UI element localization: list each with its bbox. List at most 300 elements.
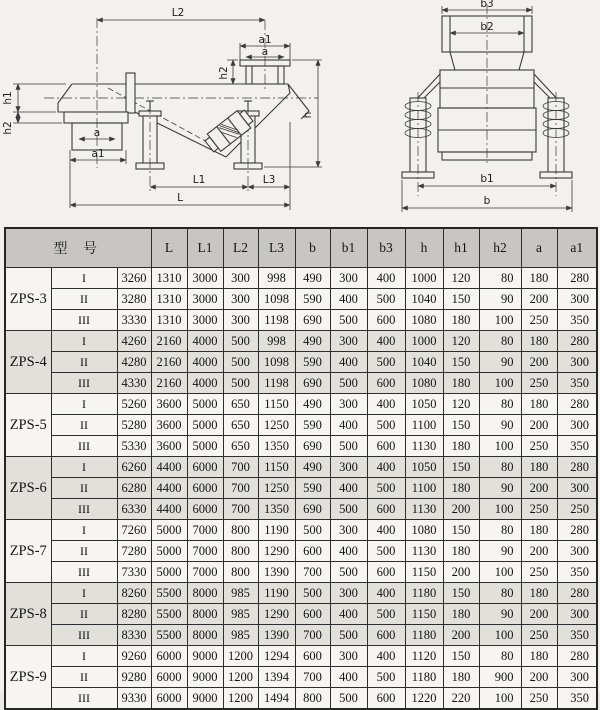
value-cell: 8000 (187, 583, 223, 604)
table-row (5, 289, 597, 310)
dim-label-b: b (483, 195, 491, 207)
value-cell: 1050 (405, 457, 443, 478)
value-cell: 900 (479, 667, 521, 688)
value-cell: 400 (367, 331, 405, 352)
value-cell: 690 (295, 373, 330, 394)
value-cell: 600 (367, 436, 405, 457)
value-cell: 1000 (405, 331, 443, 352)
value-cell: 1198 (258, 310, 295, 331)
value-cell: 1350 (258, 436, 295, 457)
value-cell: 400 (330, 667, 367, 688)
value-cell: 1120 (405, 646, 443, 667)
table-row (5, 394, 597, 415)
value-cell: 1250 (258, 415, 295, 436)
value-cell: 180 (443, 667, 479, 688)
value-cell: 500 (223, 331, 258, 352)
value-cell: 200 (521, 604, 557, 625)
variant-cell: II (51, 667, 117, 688)
value-cell: 3600 (151, 415, 187, 436)
value-cell: 250 (521, 373, 557, 394)
value-cell: 490 (295, 331, 330, 352)
dim-label-h1: h1 (2, 91, 14, 105)
value-cell: 7260 (117, 520, 151, 541)
value-cell: 1080 (405, 310, 443, 331)
support-leg-front (136, 101, 164, 192)
model-cell: ZPS-7 (5, 520, 51, 583)
value-cell: 1190 (258, 583, 295, 604)
value-cell: 1180 (405, 583, 443, 604)
column-header-cell: L1 (187, 228, 223, 268)
value-cell: 300 (557, 478, 597, 499)
table-row (5, 583, 597, 604)
value-cell: 280 (557, 331, 597, 352)
value-cell: 3000 (187, 268, 223, 289)
value-cell: 1394 (258, 667, 295, 688)
table-row (5, 520, 597, 541)
value-cell: 280 (557, 457, 597, 478)
value-cell: 1050 (405, 394, 443, 415)
dim-label-h: h (302, 111, 314, 119)
model-cell: ZPS-5 (5, 394, 51, 457)
model-cell: ZPS-6 (5, 457, 51, 520)
variant-cell: I (51, 331, 117, 352)
variant-cell: III (51, 625, 117, 646)
value-cell: 300 (330, 520, 367, 541)
variant-cell: I (51, 520, 117, 541)
dim-label-a-top: a (261, 46, 269, 58)
model-header-cell: 型 号 (5, 228, 151, 268)
column-header-cell: h2 (479, 228, 521, 268)
dim-label-b3: b3 (480, 0, 494, 10)
value-cell: 9330 (117, 688, 151, 710)
value-cell: 800 (223, 562, 258, 583)
dim-label-L2: L2 (171, 7, 185, 19)
value-cell: 500 (295, 520, 330, 541)
value-cell: 120 (443, 331, 479, 352)
value-cell: 1098 (258, 289, 295, 310)
value-cell: 180 (521, 394, 557, 415)
value-cell: 250 (521, 310, 557, 331)
value-cell: 500 (330, 373, 367, 394)
value-cell: 700 (223, 499, 258, 520)
dim-label-a1-top: a1 (258, 34, 272, 46)
value-cell: 400 (330, 604, 367, 625)
value-cell: 3280 (117, 289, 151, 310)
value-cell: 1390 (258, 625, 295, 646)
value-cell: 90 (479, 604, 521, 625)
value-cell: 300 (330, 268, 367, 289)
header-row (5, 228, 597, 268)
value-cell: 700 (295, 562, 330, 583)
value-cell: 500 (330, 688, 367, 710)
value-cell: 1290 (258, 541, 295, 562)
value-cell: 180 (521, 457, 557, 478)
value-cell: 600 (367, 688, 405, 710)
value-cell: 600 (295, 604, 330, 625)
variant-cell: I (51, 268, 117, 289)
value-cell: 700 (295, 625, 330, 646)
value-cell: 90 (479, 289, 521, 310)
variant-cell: I (51, 457, 117, 478)
value-cell: 400 (367, 457, 405, 478)
value-cell: 6000 (187, 457, 223, 478)
value-cell: 490 (295, 394, 330, 415)
variant-cell: III (51, 688, 117, 710)
side-view-diagram (0, 0, 392, 227)
value-cell: 400 (367, 268, 405, 289)
value-cell: 1180 (405, 667, 443, 688)
value-cell: 80 (479, 268, 521, 289)
table-row (5, 499, 597, 520)
value-cell: 4000 (187, 352, 223, 373)
value-cell: 250 (521, 499, 557, 520)
value-cell: 300 (557, 604, 597, 625)
value-cell: 3600 (151, 436, 187, 457)
end-view-diagram (392, 0, 600, 227)
value-cell: 80 (479, 646, 521, 667)
value-cell: 600 (367, 625, 405, 646)
value-cell: 80 (479, 331, 521, 352)
value-cell: 1310 (151, 310, 187, 331)
value-cell: 998 (258, 331, 295, 352)
value-cell: 2160 (151, 331, 187, 352)
value-cell: 280 (557, 646, 597, 667)
value-cell: 3600 (151, 394, 187, 415)
variant-cell: II (51, 478, 117, 499)
value-cell: 800 (295, 688, 330, 710)
value-cell: 300 (557, 352, 597, 373)
value-cell: 180 (443, 604, 479, 625)
value-cell: 500 (367, 478, 405, 499)
value-cell: 7330 (117, 562, 151, 583)
value-cell: 350 (557, 436, 597, 457)
value-cell: 3330 (117, 310, 151, 331)
variant-cell: I (51, 394, 117, 415)
value-cell: 9000 (187, 667, 223, 688)
value-cell: 300 (330, 331, 367, 352)
value-cell: 5500 (151, 583, 187, 604)
model-cell: ZPS-9 (5, 646, 51, 710)
value-cell: 1150 (405, 562, 443, 583)
column-header-cell: L (151, 228, 187, 268)
dim-label-b2: b2 (480, 21, 494, 33)
value-cell: 1080 (405, 373, 443, 394)
value-cell: 985 (223, 604, 258, 625)
value-cell: 4400 (151, 478, 187, 499)
value-cell: 200 (443, 625, 479, 646)
value-cell: 600 (367, 562, 405, 583)
value-cell: 500 (330, 310, 367, 331)
value-cell: 490 (295, 457, 330, 478)
value-cell: 300 (330, 394, 367, 415)
value-cell: 80 (479, 457, 521, 478)
value-cell: 5260 (117, 394, 151, 415)
value-cell: 250 (521, 436, 557, 457)
value-cell: 9000 (187, 688, 223, 710)
variant-cell: III (51, 436, 117, 457)
value-cell: 3000 (187, 289, 223, 310)
value-cell: 6000 (151, 667, 187, 688)
variant-cell: III (51, 310, 117, 331)
value-cell: 5000 (151, 541, 187, 562)
value-cell: 5000 (187, 415, 223, 436)
value-cell: 800 (223, 520, 258, 541)
value-cell: 400 (367, 646, 405, 667)
model-cell: ZPS-8 (5, 583, 51, 646)
value-cell: 5280 (117, 415, 151, 436)
value-cell: 7280 (117, 541, 151, 562)
value-cell: 100 (479, 688, 521, 710)
table-row (5, 667, 597, 688)
value-cell: 350 (557, 562, 597, 583)
value-cell: 200 (521, 352, 557, 373)
column-header-cell: L3 (258, 228, 295, 268)
dim-label-h2-outlet: h2 (218, 66, 230, 80)
value-cell: 500 (330, 562, 367, 583)
value-cell: 180 (521, 520, 557, 541)
table-row (5, 331, 597, 352)
value-cell: 100 (479, 310, 521, 331)
value-cell: 400 (330, 541, 367, 562)
value-cell: 100 (479, 499, 521, 520)
value-cell: 7000 (187, 520, 223, 541)
value-cell: 120 (443, 268, 479, 289)
value-cell: 4000 (187, 373, 223, 394)
value-cell: 300 (330, 646, 367, 667)
value-cell: 400 (330, 415, 367, 436)
value-cell: 2160 (151, 352, 187, 373)
value-cell: 350 (557, 688, 597, 710)
value-cell: 1040 (405, 352, 443, 373)
dimension-table (4, 227, 598, 710)
value-cell: 150 (443, 352, 479, 373)
value-cell: 1350 (258, 499, 295, 520)
value-cell: 500 (330, 625, 367, 646)
variant-cell: I (51, 646, 117, 667)
value-cell: 998 (258, 268, 295, 289)
value-cell: 9260 (117, 646, 151, 667)
diagrams-section (0, 0, 600, 227)
value-cell: 5000 (187, 394, 223, 415)
value-cell: 120 (443, 394, 479, 415)
value-cell: 500 (223, 373, 258, 394)
value-cell: 300 (557, 541, 597, 562)
value-cell: 280 (557, 583, 597, 604)
spring-leg-left (402, 92, 434, 196)
value-cell: 1290 (258, 604, 295, 625)
value-cell: 6000 (187, 478, 223, 499)
value-cell: 6000 (187, 499, 223, 520)
value-cell: 1310 (151, 268, 187, 289)
column-header-cell: L2 (223, 228, 258, 268)
value-cell: 4400 (151, 457, 187, 478)
value-cell: 985 (223, 625, 258, 646)
dim-label-a1-inlet: a1 (91, 148, 105, 160)
value-cell: 500 (367, 352, 405, 373)
value-cell: 1250 (258, 478, 295, 499)
value-cell: 500 (367, 667, 405, 688)
value-cell: 500 (367, 415, 405, 436)
value-cell: 100 (479, 625, 521, 646)
value-cell: 6260 (117, 457, 151, 478)
table-row (5, 310, 597, 331)
value-cell: 400 (330, 478, 367, 499)
value-cell: 1000 (405, 268, 443, 289)
value-cell: 90 (479, 541, 521, 562)
value-cell: 150 (443, 457, 479, 478)
variant-cell: III (51, 499, 117, 520)
dim-label-a-inlet: a (93, 127, 101, 139)
value-cell: 4000 (187, 331, 223, 352)
value-cell: 590 (295, 352, 330, 373)
value-cell: 8280 (117, 604, 151, 625)
value-cell: 600 (295, 541, 330, 562)
value-cell: 500 (330, 436, 367, 457)
value-cell: 90 (479, 415, 521, 436)
value-cell: 300 (557, 289, 597, 310)
table-row (5, 541, 597, 562)
value-cell: 7000 (187, 541, 223, 562)
value-cell: 4260 (117, 331, 151, 352)
value-cell: 350 (557, 310, 597, 331)
variant-cell: II (51, 289, 117, 310)
value-cell: 500 (367, 541, 405, 562)
column-header-cell: b (295, 228, 330, 268)
dim-label-L1: L1 (192, 174, 206, 186)
value-cell: 300 (223, 310, 258, 331)
value-cell: 200 (521, 478, 557, 499)
table-row (5, 478, 597, 499)
value-cell: 6000 (151, 688, 187, 710)
value-cell: 400 (330, 352, 367, 373)
value-cell: 150 (443, 583, 479, 604)
value-cell: 250 (521, 562, 557, 583)
table-row (5, 562, 597, 583)
model-cell: ZPS-4 (5, 331, 51, 394)
table-row (5, 268, 597, 289)
value-cell: 700 (223, 457, 258, 478)
value-cell: 8000 (187, 604, 223, 625)
value-cell: 150 (443, 289, 479, 310)
table-row (5, 415, 597, 436)
value-cell: 180 (443, 310, 479, 331)
value-cell: 80 (479, 394, 521, 415)
value-cell: 800 (223, 541, 258, 562)
value-cell: 650 (223, 436, 258, 457)
value-cell: 180 (443, 478, 479, 499)
value-cell: 500 (367, 289, 405, 310)
column-header-cell: a (521, 228, 557, 268)
column-header-cell: h1 (443, 228, 479, 268)
value-cell: 650 (223, 394, 258, 415)
value-cell: 300 (557, 415, 597, 436)
value-cell: 1130 (405, 541, 443, 562)
value-cell: 250 (557, 499, 597, 520)
value-cell: 100 (479, 562, 521, 583)
column-header-cell: a1 (557, 228, 597, 268)
value-cell: 1130 (405, 499, 443, 520)
value-cell: 280 (557, 268, 597, 289)
variant-cell: III (51, 562, 117, 583)
value-cell: 1040 (405, 289, 443, 310)
value-cell: 5500 (151, 625, 187, 646)
value-cell: 400 (367, 520, 405, 541)
value-cell: 7000 (187, 562, 223, 583)
variant-cell: II (51, 352, 117, 373)
value-cell: 1200 (223, 688, 258, 710)
variant-cell: II (51, 541, 117, 562)
table-row (5, 604, 597, 625)
value-cell: 220 (443, 688, 479, 710)
value-cell: 1198 (258, 373, 295, 394)
value-cell: 90 (479, 478, 521, 499)
value-cell: 250 (521, 688, 557, 710)
variant-cell: I (51, 583, 117, 604)
value-cell: 1310 (151, 289, 187, 310)
dim-label-L3: L3 (262, 174, 276, 186)
table-row (5, 457, 597, 478)
value-cell: 600 (367, 373, 405, 394)
value-cell: 150 (443, 415, 479, 436)
value-cell: 1100 (405, 415, 443, 436)
value-cell: 400 (330, 289, 367, 310)
value-cell: 9280 (117, 667, 151, 688)
value-cell: 600 (367, 499, 405, 520)
value-cell: 300 (223, 289, 258, 310)
value-cell: 9000 (187, 646, 223, 667)
value-cell: 3260 (117, 268, 151, 289)
value-cell: 8260 (117, 583, 151, 604)
value-cell: 1190 (258, 520, 295, 541)
value-cell: 500 (367, 604, 405, 625)
value-cell: 690 (295, 436, 330, 457)
table-row (5, 373, 597, 394)
value-cell: 300 (330, 457, 367, 478)
value-cell: 200 (521, 289, 557, 310)
value-cell: 1150 (405, 604, 443, 625)
dim-label-h2-left: h2 (2, 121, 14, 135)
value-cell: 985 (223, 583, 258, 604)
value-cell: 80 (479, 583, 521, 604)
value-cell: 590 (295, 289, 330, 310)
value-cell: 280 (557, 394, 597, 415)
column-header-cell: b3 (367, 228, 405, 268)
value-cell: 5000 (187, 436, 223, 457)
value-cell: 80 (479, 520, 521, 541)
value-cell: 200 (521, 541, 557, 562)
value-cell: 1080 (405, 520, 443, 541)
value-cell: 5000 (151, 520, 187, 541)
value-cell: 1220 (405, 688, 443, 710)
value-cell: 1150 (258, 457, 295, 478)
value-cell: 180 (521, 646, 557, 667)
variant-cell: II (51, 604, 117, 625)
value-cell: 300 (557, 667, 597, 688)
value-cell: 300 (330, 583, 367, 604)
value-cell: 1494 (258, 688, 295, 710)
value-cell: 500 (295, 583, 330, 604)
value-cell: 150 (443, 646, 479, 667)
value-cell: 2160 (151, 373, 187, 394)
value-cell: 250 (521, 625, 557, 646)
value-cell: 180 (443, 373, 479, 394)
value-cell: 590 (295, 478, 330, 499)
value-cell: 1100 (405, 478, 443, 499)
table-row (5, 688, 597, 710)
value-cell: 690 (295, 310, 330, 331)
value-cell: 90 (479, 352, 521, 373)
spring-leg-right (540, 92, 572, 196)
